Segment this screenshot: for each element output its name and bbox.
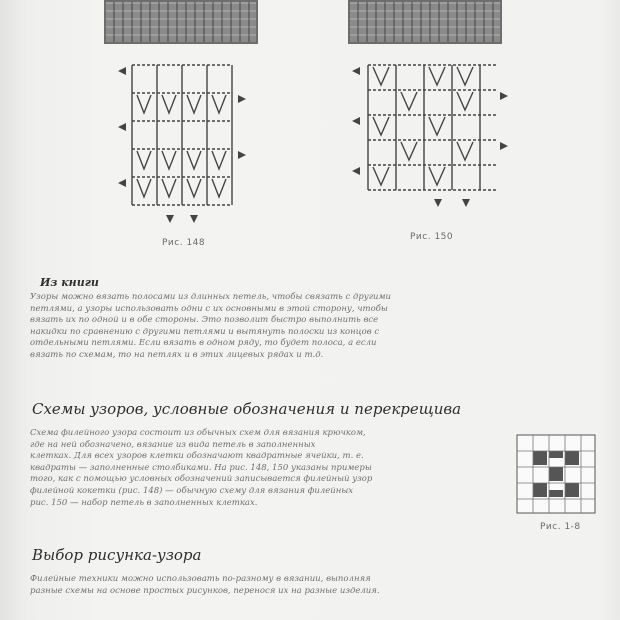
paragraph-2-line: квадраты — заполненные столбиками. На рис. 148, 150 указаны примеры	[30, 462, 372, 473]
fabric-swatch-left	[104, 0, 258, 44]
paragraph-1-line: Узоры можно вязать полосами из длинных петель, чтобы связать с другими	[30, 292, 392, 302]
paragraph-2-line: рис. 150 — набор петель в заполненных клетках.	[30, 497, 258, 508]
paragraph-1-line: отдельными петлями. Если вязать в одном ряду, то будет полоса, а если	[30, 338, 377, 349]
paragraph-2	[30, 428, 500, 509]
crochet-chart-left	[112, 55, 252, 230]
paragraph-3-line: Филейные техники можно использовать по-разному в вязании, выполняя	[30, 574, 371, 584]
paragraph-1-line: петлями, а узоры использовать одни с их основными в этой сторону, чтобы	[30, 303, 388, 314]
crochet-chart-right	[348, 55, 513, 210]
paragraph-1	[30, 292, 590, 362]
paragraph-3-line: разные схемы на основе простых рисунков, перенося их на разные изделия.	[30, 585, 380, 596]
paragraph-2-line: того, как с помощью условных обозначений записывается филейный узор	[30, 474, 373, 485]
paragraph-2-line: где на ней обозначено, вязание из вида петель в заполненных	[30, 439, 316, 450]
paragraph-1-line: вязать по схемам, то на петлях и в этих лицевых рядах и т.д.	[30, 349, 324, 360]
fabric-swatch-right	[348, 0, 502, 44]
figure-caption-left: Рис. 148	[162, 238, 206, 248]
paragraph-2-line: клетках. Для всех узоров клетки обозначают квадратные ячейки, т. е.	[30, 451, 364, 462]
section-heading-1: Из книги	[40, 276, 99, 289]
chart-grid-left	[112, 55, 252, 230]
paragraph-1-line: вязать их по одной и в обе стороны. Это позволит быстро выполнить все	[30, 315, 379, 326]
filet-grid	[516, 434, 596, 516]
figure-caption-small: Рис. 1-8	[540, 522, 581, 532]
paragraph-1-line: накидки по сравнению с другими петлями и вытянуть полоски из концов с	[30, 326, 380, 337]
paragraph-3	[30, 574, 595, 597]
chart-grid-right	[348, 55, 513, 210]
section-heading-3: Выбор рисунка-узора	[32, 546, 202, 564]
section-heading-2: Схемы узоров, условные обозначения и перекрещива	[32, 400, 462, 418]
filet-grid-figure	[516, 434, 596, 520]
paragraph-2-line: филейной кокетки (рис. 148) — обычную схему для вязания филейных	[30, 485, 354, 496]
paragraph-2-line: Схема филейного узора состоит из обычных схем для вязания крючком,	[30, 428, 366, 438]
figure-caption-right: Рис. 150	[410, 232, 454, 242]
